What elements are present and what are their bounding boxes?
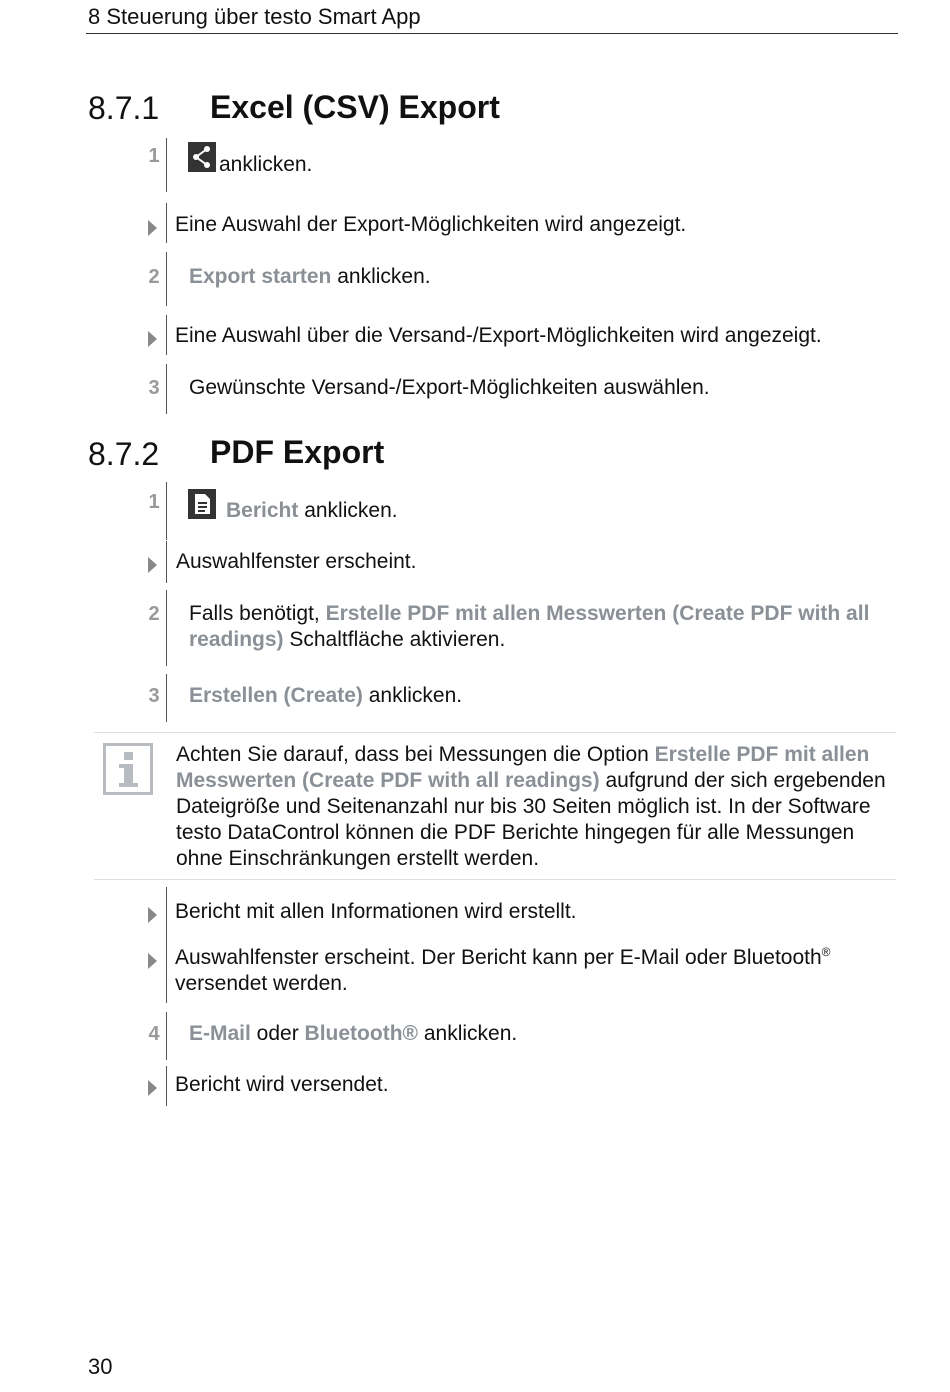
- step-number: 3: [148, 685, 160, 707]
- result-bar: [166, 315, 167, 355]
- ui-term: Bluetooth®: [304, 1022, 418, 1045]
- result-arrow-icon: [148, 220, 157, 236]
- note-divider-top: [94, 732, 896, 733]
- step-text: anklicken.: [219, 153, 313, 176]
- ui-term: E-Mail: [189, 1022, 251, 1045]
- result-text: Bericht wird versendet.: [175, 1073, 389, 1096]
- result-arrow-icon: [148, 953, 157, 969]
- result-text: Auswahlfenster erscheint. Der Bericht kann per E-Mail oder Bluetooth® versendet werden.: [175, 945, 831, 995]
- ui-term: Erstellen (Create): [189, 684, 363, 707]
- step-text: Erstellen (Create) anklicken.: [189, 684, 463, 707]
- step-bar: [166, 590, 167, 666]
- step-number: 3: [148, 377, 160, 399]
- step-bar: [166, 674, 167, 722]
- report-icon: [188, 489, 216, 519]
- result-arrow-icon: [148, 907, 157, 923]
- result-bar: [166, 203, 167, 243]
- step-bar: [166, 252, 167, 306]
- section-title: Excel (CSV) Export: [210, 89, 500, 125]
- step-bar: [166, 1012, 167, 1060]
- step-number: 1: [148, 145, 160, 167]
- note-divider-bottom: [94, 879, 896, 880]
- chapter-header: 8 Steuerung über testo Smart App: [88, 4, 421, 29]
- result-bar: [166, 887, 167, 1003]
- section-title: PDF Export: [210, 434, 385, 470]
- share-icon: [188, 142, 216, 172]
- section-number: 8.7.2: [88, 436, 160, 472]
- result-text: Auswahlfenster erscheint.: [176, 550, 417, 573]
- step-bar: [166, 138, 167, 192]
- step-bar: [166, 364, 167, 414]
- page-number: 30: [88, 1354, 113, 1379]
- step-number: 2: [148, 603, 160, 625]
- result-arrow-icon: [148, 1080, 157, 1096]
- result-text: Eine Auswahl der Export-Möglichkeiten wird angezeigt.: [175, 213, 687, 236]
- header-divider: [86, 33, 898, 34]
- step-bar: [166, 482, 167, 540]
- section-number: 8.7.1: [88, 90, 160, 126]
- result-arrow-icon: [148, 331, 157, 347]
- result-text: Eine Auswahl über die Versand-/Export-Möglichkeiten wird angezeigt.: [175, 324, 822, 347]
- ui-term: Bericht: [226, 499, 299, 522]
- result-text: Bericht mit allen Informationen wird erstellt.: [175, 900, 577, 923]
- step-text: Bericht anklicken.: [226, 499, 398, 522]
- step-text: E-Mail oder Bluetooth® anklicken.: [189, 1022, 518, 1045]
- info-note-text: Achten Sie darauf, dass bei Messungen die Option Erstelle PDF mit allen Messwerten (Create PDF with all readings) aufgrund der sich ergebenden Dateigröße und Seitenanzahl nur bis 30 Seiten möglich ist. In der Software testo DataControl können die PDF Berichte hingegen für alle Messungen ohne Einschränkungen erstellt werden.: [176, 743, 886, 870]
- step-number: 1: [148, 491, 160, 513]
- step-number: 2: [148, 266, 160, 288]
- step-number: 4: [148, 1023, 160, 1045]
- result-arrow-icon: [148, 557, 157, 573]
- ui-term: Export starten: [189, 265, 332, 288]
- ui-term: Erstelle PDF mit allen Messwerten (Create PDF with all readings): [176, 743, 870, 792]
- step-text: Gewünschte Versand-/Export-Möglichkeiten auswählen.: [189, 376, 710, 399]
- result-bar: [166, 541, 167, 583]
- result-bar: [166, 1066, 167, 1106]
- step-text: Export starten anklicken.: [189, 265, 431, 288]
- step-text: Falls benötigt, Erstelle PDF mit allen Messwerten (Create PDF with all readings) Schaltfläche aktivieren.: [189, 602, 870, 651]
- ui-term: Erstelle PDF mit allen Messwerten (Create PDF with all readings): [189, 602, 870, 651]
- info-icon: [103, 743, 153, 795]
